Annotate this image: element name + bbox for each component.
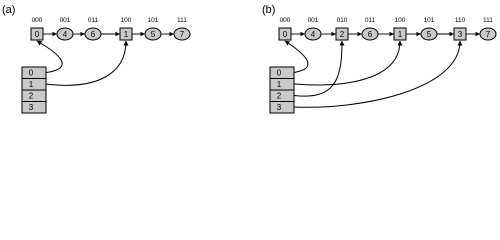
bucket-index-cell: [270, 67, 294, 79]
node-bits-label: 111: [177, 17, 187, 24]
bucket-index-label: 1: [28, 80, 34, 89]
bucket-index-label: 3: [276, 103, 282, 112]
node-label: 4: [62, 30, 68, 39]
bucket-index-label: 2: [28, 91, 34, 101]
node-bits-label: 011: [87, 17, 99, 24]
node-bits-label: 001: [307, 17, 319, 24]
bucket-index-label: 2: [276, 91, 282, 101]
bucket-index-cell: [22, 90, 46, 102]
bucket-index-cell: [270, 79, 294, 91]
node-bits-label: 101: [147, 17, 159, 24]
node-bits-label: 000: [279, 17, 291, 24]
bucket-index-cell: [270, 102, 294, 114]
node-bits-label: 111: [483, 17, 493, 24]
node-label: 1: [123, 30, 129, 39]
node-label: 4: [310, 30, 316, 39]
bucket-index-label: 0: [276, 68, 282, 78]
node-label: 3: [457, 30, 463, 39]
bucket-pointer-arrow: [294, 41, 342, 96]
bucket-pointer-arrow: [46, 41, 126, 85]
panel-a: [2, 4, 190, 113]
node-label: 0: [282, 30, 288, 39]
bucket-index-label: 3: [28, 103, 34, 112]
node-bits-label: 100: [120, 17, 132, 24]
panel-label: (a): [2, 4, 16, 16]
bucket-index-cell: [22, 102, 46, 114]
node-label: 5: [426, 30, 432, 39]
split-ordered-list-figure: [0, 0, 500, 118]
node-label: 5: [150, 30, 156, 39]
bucket-index-label: 0: [28, 68, 34, 78]
node-bits-label: 100: [394, 17, 406, 24]
node-label: 2: [339, 30, 345, 39]
node-bits-label: 001: [59, 17, 71, 24]
panel-label: (b): [262, 4, 276, 16]
panel-b: [262, 4, 496, 113]
node-bits-label: 000: [31, 17, 43, 24]
node-label: 7: [485, 30, 491, 39]
bucket-index-cell: [22, 79, 46, 91]
bucket-index-cell: [270, 90, 294, 102]
node-label: 0: [34, 30, 40, 39]
node-label: 6: [90, 30, 96, 39]
node-label: 7: [179, 30, 185, 39]
node-label: 6: [367, 30, 373, 39]
node-bits-label: 011: [364, 17, 376, 24]
bucket-index-label: 1: [276, 80, 282, 89]
bucket-pointer-arrow: [294, 41, 400, 85]
node-bits-label: 110: [454, 17, 466, 24]
node-label: 1: [397, 30, 403, 39]
bucket-index-cell: [22, 67, 46, 79]
node-bits-label: 010: [336, 17, 348, 24]
node-bits-label: 101: [423, 17, 435, 24]
